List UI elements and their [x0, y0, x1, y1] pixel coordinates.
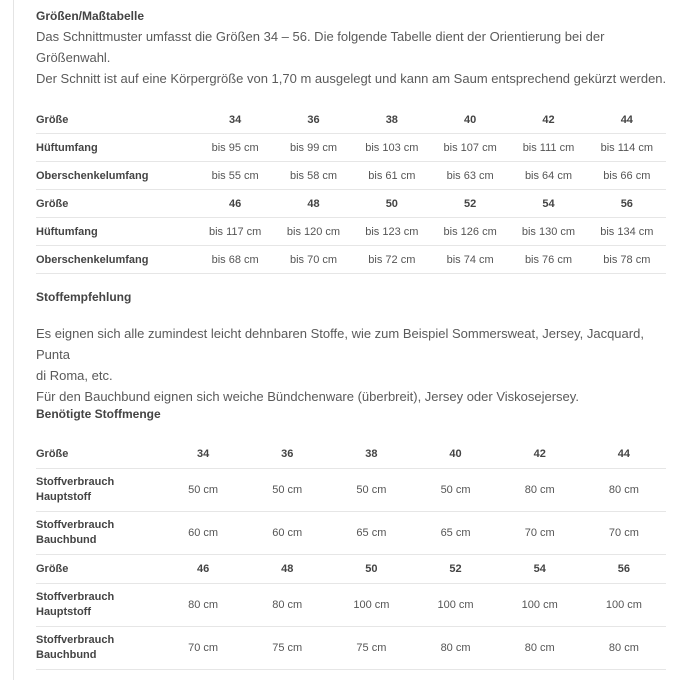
size-header-row	[36, 106, 666, 134]
size-cell: 44	[582, 440, 666, 469]
row-label	[36, 584, 161, 627]
fabric-amount-heading: Benötigte Stoffmenge	[36, 407, 161, 421]
size-cell: 52	[413, 555, 497, 584]
size-cell: 42	[498, 440, 582, 469]
size-cell: 40	[413, 440, 497, 469]
row-label: Oberschenkelumfang	[36, 246, 196, 274]
amount-cell: 80 cm	[582, 627, 666, 670]
row-label	[36, 627, 161, 670]
table-row	[36, 218, 666, 246]
fabric-heading: Stoffempfehlung	[36, 290, 132, 304]
fabric-line-3: Für den Bauchbund eignen sich weiche Bündchenware (überbreit), Jersey oder Viskosejersey.	[36, 389, 579, 404]
intro-line-1: Das Schnittmuster umfasst die Größen 34 – 56. Die folgende Tabelle dient der Orientierung bei der	[36, 29, 605, 44]
row-label-line: Größe	[36, 563, 69, 575]
row-label	[36, 440, 161, 469]
size-cell: 56	[588, 190, 666, 218]
row-label-line: Stoffverbrauch	[36, 476, 115, 488]
measure-cell: bis 103 cm	[353, 134, 431, 162]
measure-cell: bis 99 cm	[274, 134, 352, 162]
amount-cell: 80 cm	[498, 627, 582, 670]
measure-cell: bis 78 cm	[588, 246, 666, 274]
row-label	[36, 555, 161, 584]
amount-cell: 75 cm	[245, 627, 329, 670]
size-cell: 48	[274, 190, 352, 218]
amount-cell: 60 cm	[161, 512, 245, 555]
amount-cell: 100 cm	[413, 584, 497, 627]
measure-cell: bis 66 cm	[588, 162, 666, 190]
fabric-line-2: di Roma, etc.	[36, 368, 113, 383]
measure-cell: bis 95 cm	[196, 134, 274, 162]
amount-cell: 80 cm	[498, 469, 582, 512]
table-row	[36, 584, 666, 627]
row-label-line: Hauptstoff	[36, 606, 91, 618]
intro-line-2: Größenwahl.	[36, 50, 111, 65]
row-label: Größe	[36, 190, 196, 218]
size-cell: 50	[329, 555, 413, 584]
measure-cell: bis 134 cm	[588, 218, 666, 246]
fabric-amount-table	[36, 440, 666, 670]
amount-cell: 65 cm	[329, 512, 413, 555]
row-label: Hüftumfang	[36, 218, 196, 246]
size-cell: 40	[431, 106, 509, 134]
row-label-line: Hauptstoff	[36, 491, 91, 503]
measure-cell: bis 111 cm	[509, 134, 587, 162]
table-row	[36, 469, 666, 512]
measure-cell: bis 68 cm	[196, 246, 274, 274]
measure-cell: bis 58 cm	[274, 162, 352, 190]
size-cell: 34	[196, 106, 274, 134]
row-label: Hüftumfang	[36, 134, 196, 162]
measure-cell: bis 72 cm	[353, 246, 431, 274]
intro-line-3: Der Schnitt ist auf eine Körpergröße von 1,70 m ausgelegt und kann am Saum entsprechend gekürzt werden.	[36, 71, 667, 86]
row-label	[36, 512, 161, 555]
size-cell: 54	[509, 190, 587, 218]
size-cell: 42	[509, 106, 587, 134]
size-cell: 34	[161, 440, 245, 469]
size-header-row	[36, 440, 666, 469]
measure-cell: bis 130 cm	[509, 218, 587, 246]
amount-cell: 100 cm	[329, 584, 413, 627]
size-cell: 46	[161, 555, 245, 584]
size-cell: 52	[431, 190, 509, 218]
amount-cell: 70 cm	[582, 512, 666, 555]
measure-cell: bis 63 cm	[431, 162, 509, 190]
amount-cell: 100 cm	[498, 584, 582, 627]
measure-cell: bis 74 cm	[431, 246, 509, 274]
table-row	[36, 627, 666, 670]
amount-cell: 50 cm	[161, 469, 245, 512]
size-cell: 54	[498, 555, 582, 584]
measure-cell: bis 55 cm	[196, 162, 274, 190]
size-cell: 36	[274, 106, 352, 134]
size-chart-heading: Größen/Maßtabelle	[36, 9, 145, 23]
row-label	[36, 469, 161, 512]
measure-cell: bis 114 cm	[588, 134, 666, 162]
size-cell: 38	[329, 440, 413, 469]
size-cell: 48	[245, 555, 329, 584]
size-cell: 46	[196, 190, 274, 218]
amount-cell: 70 cm	[161, 627, 245, 670]
amount-cell: 50 cm	[245, 469, 329, 512]
row-label-line: Größe	[36, 448, 69, 460]
table-row	[36, 162, 666, 190]
measure-cell: bis 107 cm	[431, 134, 509, 162]
measure-cell: bis 126 cm	[431, 218, 509, 246]
amount-cell: 50 cm	[413, 469, 497, 512]
amount-cell: 65 cm	[413, 512, 497, 555]
amount-cell: 70 cm	[498, 512, 582, 555]
size-header-row	[36, 190, 666, 218]
row-label: Oberschenkelumfang	[36, 162, 196, 190]
size-cell: 38	[353, 106, 431, 134]
amount-cell: 80 cm	[161, 584, 245, 627]
amount-cell: 80 cm	[413, 627, 497, 670]
table-row	[36, 134, 666, 162]
size-cell: 50	[353, 190, 431, 218]
amount-cell: 75 cm	[329, 627, 413, 670]
measure-cell: bis 64 cm	[509, 162, 587, 190]
measure-cell: bis 70 cm	[274, 246, 352, 274]
size-chart-intro	[36, 26, 676, 89]
table-row	[36, 246, 666, 274]
amount-cell: 100 cm	[582, 584, 666, 627]
measure-cell: bis 120 cm	[274, 218, 352, 246]
table-row	[36, 512, 666, 555]
size-cell: 56	[582, 555, 666, 584]
amount-cell: 80 cm	[582, 469, 666, 512]
measure-cell: bis 123 cm	[353, 218, 431, 246]
size-cell: 36	[245, 440, 329, 469]
amount-cell: 50 cm	[329, 469, 413, 512]
measure-cell: bis 76 cm	[509, 246, 587, 274]
measure-cell: bis 117 cm	[196, 218, 274, 246]
fabric-line-1: Es eignen sich alle zumindest leicht dehnbaren Stoffe, wie zum Beispiel Sommersweat, Jersey, Jacquard, Punta	[36, 326, 644, 362]
left-divider	[13, 0, 14, 680]
size-header-row	[36, 555, 666, 584]
row-label-line: Stoffverbrauch	[36, 519, 115, 531]
amount-cell: 80 cm	[245, 584, 329, 627]
row-label-line: Bauchbund	[36, 649, 97, 661]
amount-cell: 60 cm	[245, 512, 329, 555]
measure-cell: bis 61 cm	[353, 162, 431, 190]
row-label-line: Bauchbund	[36, 534, 97, 546]
row-label: Größe	[36, 106, 196, 134]
row-label-line: Stoffverbrauch	[36, 591, 115, 603]
size-cell: 44	[588, 106, 666, 134]
row-label-line: Stoffverbrauch	[36, 634, 115, 646]
size-chart-table	[36, 106, 666, 274]
fabric-text	[36, 323, 676, 407]
